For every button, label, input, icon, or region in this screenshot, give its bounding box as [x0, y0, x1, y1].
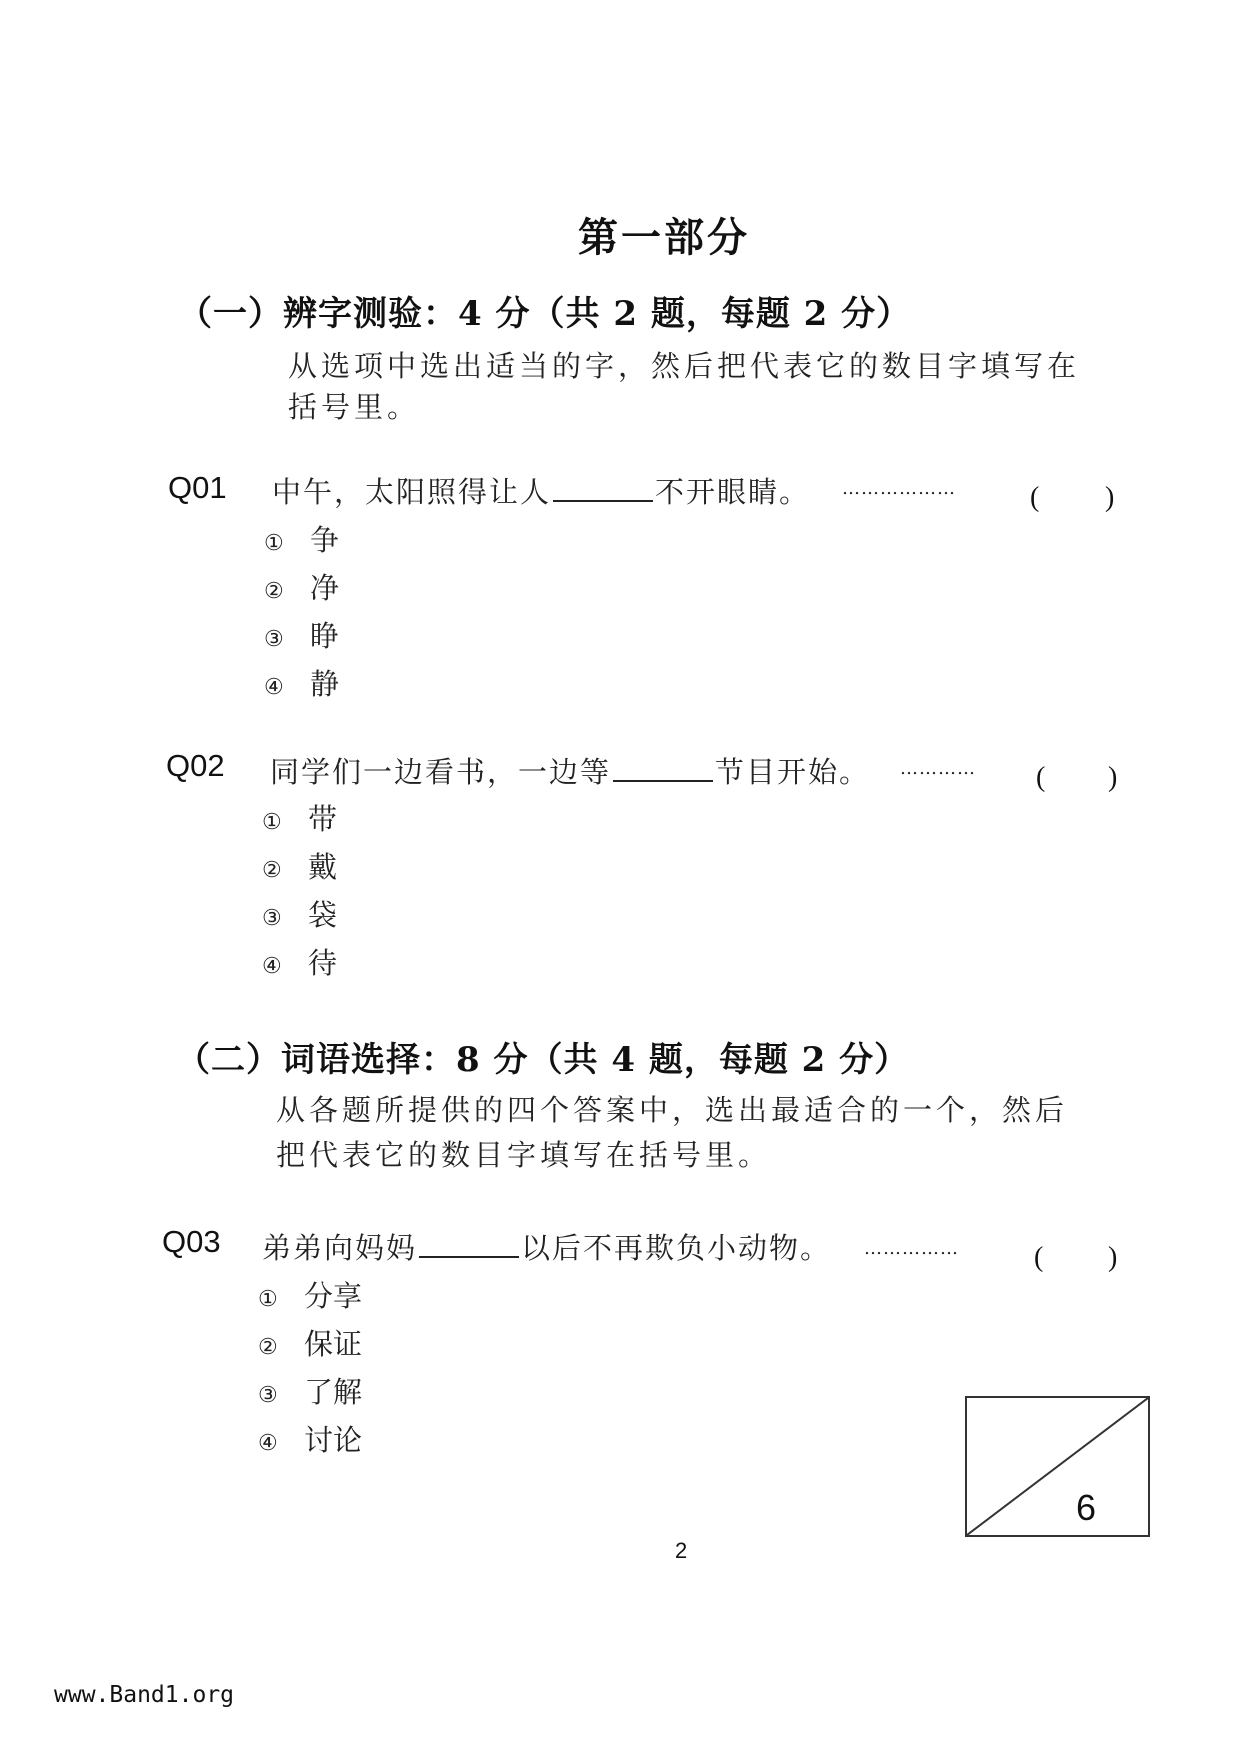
section1-instruction-line2: 括号里。: [288, 390, 421, 424]
page-number: 2: [675, 1538, 688, 1563]
footer-url[interactable]: www.Band1.org: [54, 1682, 235, 1708]
q03-option-4-text: 讨论: [304, 1423, 363, 1457]
q02-option-4-mark: ④: [262, 954, 282, 979]
q02-text-before: 同学们一边看书，一边等: [270, 755, 612, 789]
q01-option-3-text: 睁: [310, 619, 340, 653]
q01-option-1-mark: ①: [264, 531, 284, 556]
page-heading: 第一部分: [578, 214, 750, 261]
q01-answer-open[interactable]: (: [1030, 482, 1040, 513]
q02-option-3-mark: ③: [262, 906, 282, 931]
q01-option-1[interactable]: [264, 518, 339, 559]
q01-option-2-text: 净: [310, 571, 340, 605]
q02-option-2-mark: ②: [262, 858, 282, 883]
q02-blank: [613, 754, 713, 782]
q02-option-3[interactable]: [262, 893, 337, 934]
q02-option-4[interactable]: [262, 941, 337, 982]
q02-option-1-text: 带: [308, 802, 338, 836]
q01-blank: [553, 474, 653, 502]
q02-text: [270, 750, 870, 791]
q01-option-3[interactable]: [264, 614, 339, 655]
score-box-value: 6: [1075, 1487, 1096, 1528]
q02-number: Q02: [166, 748, 225, 783]
q02-option-3-text: 袋: [308, 898, 338, 932]
q03-option-4[interactable]: [258, 1418, 362, 1459]
q02-text-after: 节目开始。: [715, 755, 871, 789]
section2-instruction-line2: 把代表它的数目字填写在括号里。: [276, 1138, 772, 1172]
q01-option-3-mark: ③: [264, 627, 284, 652]
q01-option-4-text: 静: [310, 667, 340, 701]
q03-option-3-text: 了解: [304, 1375, 363, 1409]
q03-text-before: 弟弟向妈妈: [262, 1231, 418, 1265]
q02-answer-open[interactable]: (: [1036, 762, 1046, 793]
score-box-diagonal: [967, 1398, 1148, 1535]
q01-number: Q01: [168, 470, 227, 505]
section2-instruction-line1: 从各题所提供的四个答案中，选出最适合的一个，然后: [276, 1093, 1069, 1127]
section1-title: （一）辨字测验：4 分（共 2 题，每题 2 分）: [178, 294, 912, 334]
q03-option-1[interactable]: [258, 1274, 362, 1315]
q03-option-2-mark: ②: [258, 1335, 278, 1360]
q01-option-4[interactable]: [264, 662, 339, 703]
q01-text-after: 不开眼睛。: [655, 475, 811, 509]
q03-text: [262, 1226, 831, 1267]
q01-option-2-mark: ②: [264, 579, 284, 604]
q02-option-2-text: 戴: [308, 850, 338, 884]
q01-option-2[interactable]: [264, 566, 339, 607]
q02-option-1[interactable]: [262, 797, 337, 838]
q03-option-3[interactable]: [258, 1370, 362, 1411]
q01-text: [272, 470, 810, 511]
q03-text-after: 以后不再欺负小动物。: [521, 1231, 832, 1265]
q01-dots: ………………: [842, 478, 956, 499]
q03-option-2[interactable]: [258, 1322, 362, 1363]
q02-option-1-mark: ①: [262, 810, 282, 835]
q03-option-3-mark: ③: [258, 1383, 278, 1408]
q01-answer-close[interactable]: ): [1105, 482, 1115, 513]
q01-option-4-mark: ④: [264, 675, 284, 700]
q03-answer-close[interactable]: ): [1108, 1242, 1118, 1273]
q01-text-before: 中午，太阳照得让人: [272, 475, 552, 509]
q02-answer-close[interactable]: ): [1108, 762, 1118, 793]
q03-option-1-text: 分享: [304, 1279, 363, 1313]
q02-option-4-text: 待: [308, 946, 338, 980]
q02-dots: …………: [900, 758, 976, 779]
q03-blank: [419, 1230, 519, 1258]
q02-option-2[interactable]: [262, 845, 337, 886]
score-box: [965, 1396, 1150, 1537]
q01-option-1-text: 争: [310, 523, 340, 557]
q03-option-4-mark: ④: [258, 1431, 278, 1456]
section1-instruction-line1: 从选项中选出适当的字，然后把代表它的数目字填写在: [288, 349, 1081, 383]
q03-answer-open[interactable]: (: [1034, 1242, 1044, 1273]
q03-number: Q03: [162, 1224, 221, 1259]
q03-dots: ……………: [864, 1238, 959, 1259]
section2-title: （二）词语选择：8 分（共 4 题，每题 2 分）: [176, 1040, 910, 1080]
q03-option-1-mark: ①: [258, 1287, 278, 1312]
q03-option-2-text: 保证: [304, 1327, 363, 1361]
